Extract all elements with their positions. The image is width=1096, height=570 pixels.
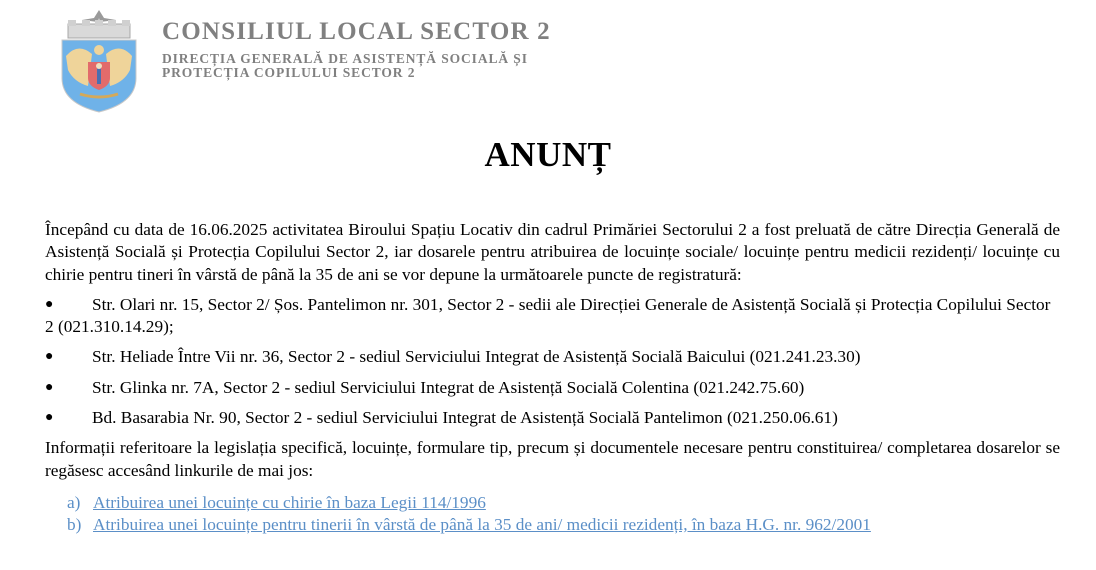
list-item — [67, 514, 1060, 536]
organization-header — [162, 18, 551, 80]
bullet-icon: ● — [45, 379, 54, 395]
list-marker: b) — [67, 514, 82, 534]
org-subtitle-line1: DIRECȚIA GENERALĂ DE ASISTENȚĂ SOCIALĂ ȘI — [162, 51, 528, 66]
list-item — [45, 346, 1060, 368]
org-title: CONSILIUL LOCAL SECTOR 2 — [162, 18, 551, 45]
bullet-icon: ● — [45, 410, 54, 426]
info-paragraph: Informații referitoare la legislația specifică, locuințe, formulare tip, precum și documentele necesare pentru constituirea/ completarea dosarelor se regăsesc accesând linkurile de mai jos: — [45, 438, 1060, 480]
org-subtitle-line2: PROTECȚIA COPILULUI SECTOR 2 — [162, 65, 416, 80]
list-item — [45, 377, 1060, 399]
list-item — [45, 294, 1060, 339]
link-hg-962-2001[interactable]: Atribuirea unei locuințe pentru tinerii în vârstă de până la 35 de ani/ medicii rezidenți, în baza H.G. nr. 962/2001 — [93, 514, 871, 534]
location-text: Bd. Basarabia Nr. 90, Sector 2 - sediul Serviciului Integrat de Asistență Socială Pantelimon (021.250.06.61) — [92, 408, 838, 428]
document-body — [45, 219, 1060, 536]
bullet-icon: ● — [45, 349, 54, 365]
intro-paragraph: Începând cu data de 16.06.2025 activitatea Biroului Spațiu Locativ din cadrul Primăriei Sectorului 2 a fost preluată de către Direcția Generală de Asistență Socială și Protecția Copilului Sector 2, iar dosarele pentru atribuirea de locuințe sociale/ locuințe pentru medicii rezidenți/ locuințe cu chirie pentru tineri în vârstă de până la 35 de ani se vor depune la următoarele puncte de registratură: — [45, 220, 1060, 284]
location-text: Str. Olari nr. 15, Sector 2/ Șos. Pantelimon nr. 301, Sector 2 - sedii ale Direcției Generale de Asistență Socială și Protecția Copilului Sector 2 (021.310.14.29); — [45, 294, 1051, 337]
list-item — [67, 492, 1060, 514]
location-text: Str. Heliade Între Vii nr. 36, Sector 2 - sediul Serviciului Integrat de Asistență Socială Baicului (021.241.23.30) — [92, 347, 861, 367]
location-text: Str. Glinka nr. 7A, Sector 2 - sediul Serviciului Integrat de Asistență Socială Colentina (021.242.75.60) — [92, 377, 805, 397]
bucharest-coat-of-arms-icon — [58, 8, 140, 114]
list-marker: a) — [67, 492, 81, 512]
legislation-links-list — [67, 492, 1060, 536]
bullet-icon: ● — [45, 296, 54, 312]
link-legea-114-1996[interactable]: Atribuirea unei locuințe cu chirie în baza Legii 114/1996 — [93, 492, 486, 512]
document-title: ANUNȚ — [484, 135, 612, 174]
list-item — [45, 407, 1060, 429]
registration-locations-list — [45, 294, 1060, 429]
